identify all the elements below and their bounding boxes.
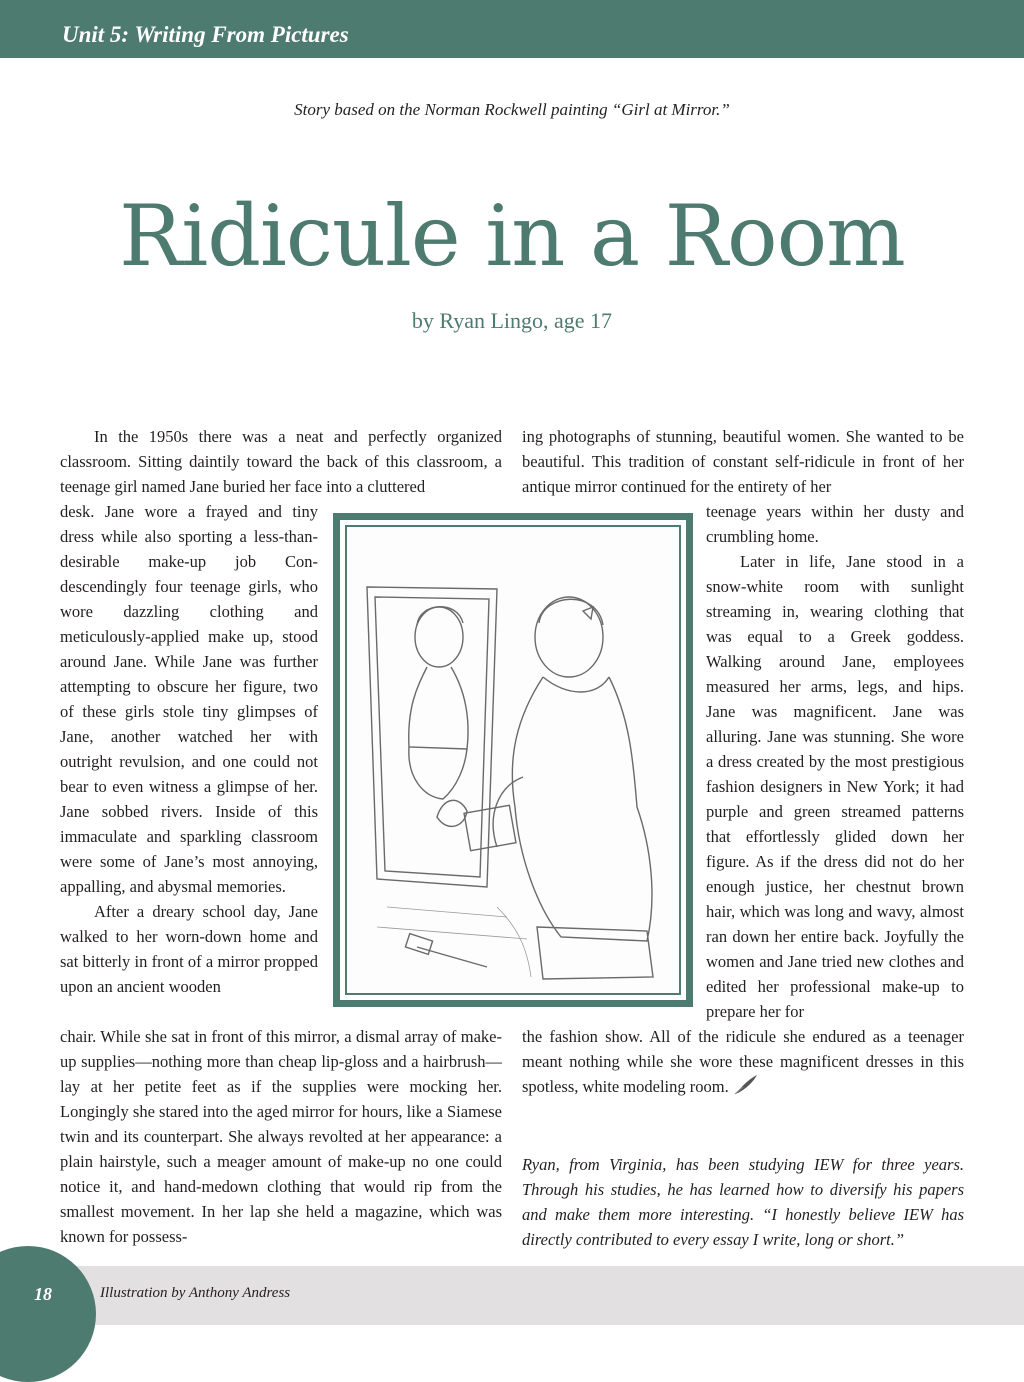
girl-at-mirror-sketch bbox=[347, 527, 679, 993]
paragraph-text: In the 1950s there was a neat and perfectly organized classroom. Sitting daintily toward the back of this classroom, a teenage girl named Jane buried her face into a cluttered bbox=[60, 427, 502, 496]
illustration bbox=[345, 525, 681, 995]
right-column-middle bbox=[706, 499, 964, 1024]
paragraph-text: After a dreary school day, Jane walked to her worn-down home and sat bitterly in front of a mirror propped upon an ancient wooden bbox=[60, 902, 318, 996]
left-column-bottom bbox=[60, 1024, 502, 1249]
story-byline: by Ryan Lingo, age 17 bbox=[411, 308, 613, 333]
header-band bbox=[0, 0, 1024, 58]
illustration-frame bbox=[333, 513, 693, 1007]
left-column-top bbox=[60, 424, 502, 499]
paragraph-end-text: the fashion show. All of the ridicule she endured as a teenager meant nothing while she wore these magnificent dresses in this spotless, white modeling room. bbox=[522, 1027, 964, 1096]
paragraph-text bbox=[522, 1024, 964, 1099]
unit-title: Unit 5: Writing From Pictures bbox=[62, 22, 349, 47]
illustration-credit: Illustration by Anthony Andress bbox=[100, 1285, 291, 1301]
right-column-top bbox=[522, 424, 964, 499]
right-column-bottom bbox=[522, 1024, 964, 1099]
quill-icon bbox=[733, 1074, 759, 1096]
story-title: Ridicule in a Room bbox=[119, 187, 905, 285]
paragraph-text: chair. While she sat in front of this mirror, a dismal array of make-up supplies—nothing more than cheap lip-gloss and a hairbrush—lay at her petite feet as if the supplies were mocking her. Longingly she stared into the aged mirror for hours, like a Siamese twin and its counterpart. She always revolted at her appearance: a plain hairstyle, such a meager amount of make-up no one could notice it, and hand-medown clothing that would rip from the smallest movement. In her lap she held a magazine, which was known for possess- bbox=[60, 1027, 502, 1246]
paragraph-text: desk. Jane wore a frayed and tiny dress while also sporting a less-than-desirable make-up job Condescendingly four teenage girls, who wore dazzling clothing and meticulously-applied make up, stood around Jane. While Jane was further attempting to obscure her figure, two of these girls stole tiny glimpses of Jane, another watched her with outright revulsion, and one could not bear to even witness a glimpse of her. Jane sobbed rivers. Inside of this immaculate and sparkling classroom were some of Jane’s most annoying, appalling, and abysmal memories. bbox=[60, 502, 318, 896]
paragraph-text: ing photographs of stunning, beautiful women. She wanted to be beautiful. This tradition of constant self-ridicule in front of her antique mirror continued for the entirety of her bbox=[522, 427, 964, 496]
paragraph-text: Later in life, Jane stood in a snow-white room with sunlight streaming in, wearing clothing that was equal to a Greek goddess. Walking around Jane, employees measured her arms, legs, and hips. Jane was magnificent. Jane was alluring. Jane was stunning. She wore a dress created by the most prestigious fashion designers in New York; it had purple and green streamed patterns that effortlessly glided down her figure. As if the dress did not do her enough justice, her chestnut brown hair, which was long and wavy, almost ran down her entire back. Joyfully the women and Jane tried new clothes and edited her professional make-up to prepare her for bbox=[706, 552, 964, 1021]
left-column-middle bbox=[60, 499, 318, 999]
story-subtitle: Story based on the Norman Rockwell painting “Girl at Mirror.” bbox=[294, 100, 730, 119]
author-bio: Ryan, from Virginia, has been studying IEW for three years. Through his studies, he has learned how to diversify his papers and make them more interesting. “I honestly believe IEW has directly contributed to every essay I write, long or short.” bbox=[522, 1155, 964, 1249]
paragraph-text: teenage years within her dusty and crumbling home. bbox=[706, 502, 964, 546]
page-number: 18 bbox=[34, 1284, 52, 1304]
